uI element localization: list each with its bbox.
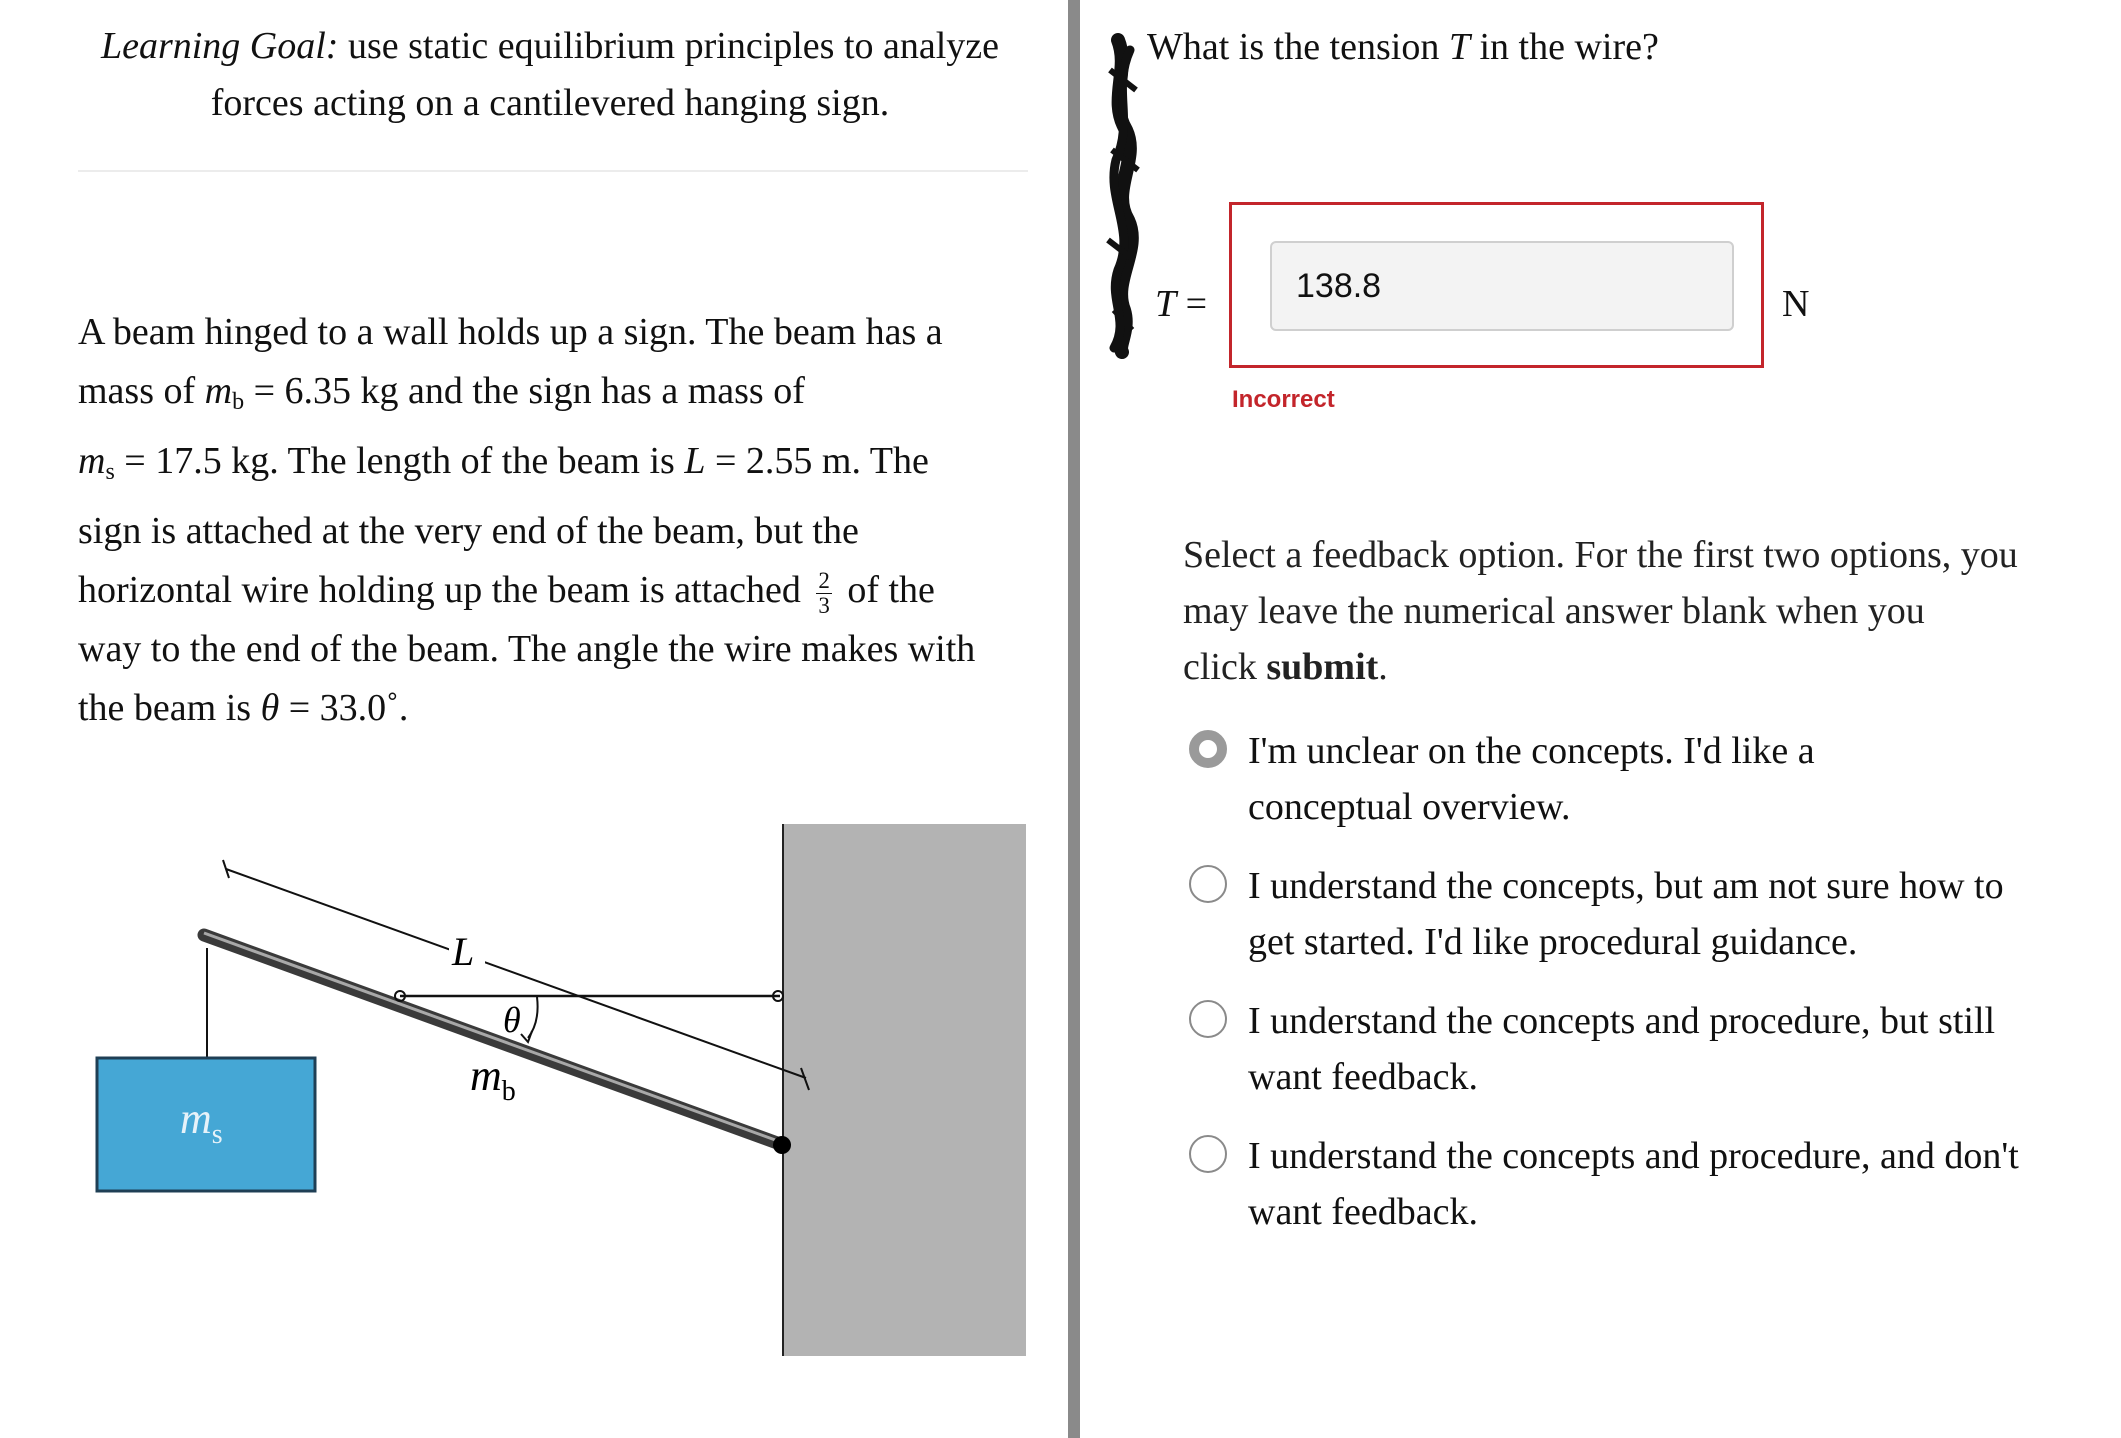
feedback-option-label	[1248, 993, 2088, 1105]
var-theta: θ	[260, 687, 280, 729]
option-line-1: I understand the concepts and procedure, but still	[1248, 1000, 1996, 1042]
angle-arc	[528, 997, 538, 1038]
var-m: m	[204, 370, 233, 412]
fraction-denominator: 3	[818, 592, 830, 618]
answer-status-incorrect: Incorrect	[1232, 386, 1335, 413]
option-line-1: I understand the concepts and procedure, and don't	[1248, 1135, 2019, 1177]
problem-line-6: way to the end of the beam. The angle the wire makes with	[78, 628, 976, 670]
feedback-intro-line-2: may leave the numerical answer blank when you	[1183, 590, 1925, 632]
answer-pane	[1080, 0, 2121, 1438]
problem-text: = 2.55 m. The	[705, 440, 929, 482]
problem-line-3	[78, 432, 1038, 502]
feedback-intro-line-1: Select a feedback option. For the first two options, you	[1183, 534, 2018, 576]
feedback-option-conceptual[interactable]	[1189, 723, 2089, 828]
fraction-two-thirds	[816, 569, 832, 618]
problem-line-5	[78, 561, 1038, 620]
feedback-intro-text: .	[1378, 646, 1388, 688]
option-line-1: I understand the concepts, but am not sure how to	[1248, 865, 2004, 907]
problem-line-1: A beam hinged to a wall holds up a sign. The beam has a	[78, 311, 943, 353]
learning-goal	[70, 18, 1030, 132]
var-L: L	[684, 440, 706, 482]
hinge-pivot	[773, 1136, 791, 1154]
label-L: L	[452, 929, 475, 974]
tension-answer-input[interactable]	[1270, 241, 1734, 331]
learning-goal-text-1: use static equilibrium principles to analyze	[338, 25, 1000, 67]
problem-text: = 17.5 kg. The length of the beam is	[114, 440, 685, 482]
problem-text: horizontal wire holding up the beam is attached	[78, 569, 811, 611]
sub-s: s	[105, 459, 115, 485]
option-line-1: I'm unclear on the concepts. I'd like a	[1248, 730, 1815, 772]
question-text: What is the tension	[1147, 26, 1449, 68]
problem-line-4: sign is attached at the very end of the beam, but the	[78, 510, 859, 552]
radio-button[interactable]	[1189, 1000, 1227, 1038]
pane-divider[interactable]	[1068, 0, 1080, 1438]
learning-goal-text-2: forces acting on a cantilevered hanging sign.	[210, 82, 890, 124]
submit-keyword: submit	[1266, 646, 1379, 688]
label-ms: $m_s$	[180, 1094, 223, 1150]
wall	[783, 824, 1026, 1356]
problem-text: = 6.35 kg and the sign has a mass of	[244, 370, 805, 412]
radio-button-selected[interactable]	[1189, 730, 1227, 768]
radio-button[interactable]	[1189, 865, 1227, 903]
feedback-option-label	[1248, 1128, 2088, 1240]
problem-text: mass of	[78, 370, 205, 412]
section-divider	[78, 170, 1028, 172]
beam-sign-diagram	[0, 800, 1068, 1380]
option-line-2: conceptual overview.	[1248, 786, 1571, 828]
var-m: m	[78, 440, 106, 482]
learning-goal-label: Learning Goal:	[100, 25, 339, 67]
feedback-option-procedural[interactable]	[1189, 858, 2089, 963]
label-theta: θ	[503, 1000, 521, 1040]
option-line-2: get started. I'd like procedural guidance.	[1248, 921, 1858, 963]
problem-text: = 33.0˚.	[279, 687, 409, 729]
option-line-2: want feedback.	[1248, 1191, 1478, 1233]
redaction-scribble	[1100, 30, 1150, 360]
feedback-option-label	[1248, 858, 2088, 970]
feedback-instructions	[1183, 527, 2093, 695]
answer-error-frame	[1229, 202, 1764, 368]
var-T: T	[1155, 283, 1177, 325]
radio-button[interactable]	[1189, 1135, 1227, 1173]
angle-arrowhead	[521, 1031, 532, 1042]
feedback-option-still-want-feedback[interactable]	[1189, 993, 2089, 1098]
label-mb: $m_b$	[470, 1051, 516, 1107]
fraction-numerator: 2	[818, 567, 830, 593]
sub-b: b	[232, 389, 245, 415]
problem-text: the beam is	[78, 687, 261, 729]
option-line-2: want feedback.	[1248, 1056, 1478, 1098]
question-text: in the wire?	[1469, 26, 1659, 68]
var-T: T	[1448, 26, 1470, 68]
feedback-intro-text: click	[1183, 646, 1267, 688]
problem-text: of the	[837, 569, 935, 611]
equals-sign: =	[1176, 283, 1208, 325]
problem-statement	[78, 303, 1038, 738]
answer-label	[1155, 282, 1207, 326]
answer-unit: N	[1782, 283, 1810, 325]
question-prompt	[1147, 22, 1659, 72]
problem-line-7	[78, 679, 1038, 738]
feedback-option-no-feedback[interactable]	[1189, 1128, 2089, 1233]
problem-line-2	[78, 362, 1038, 432]
feedback-option-label	[1248, 723, 2088, 835]
